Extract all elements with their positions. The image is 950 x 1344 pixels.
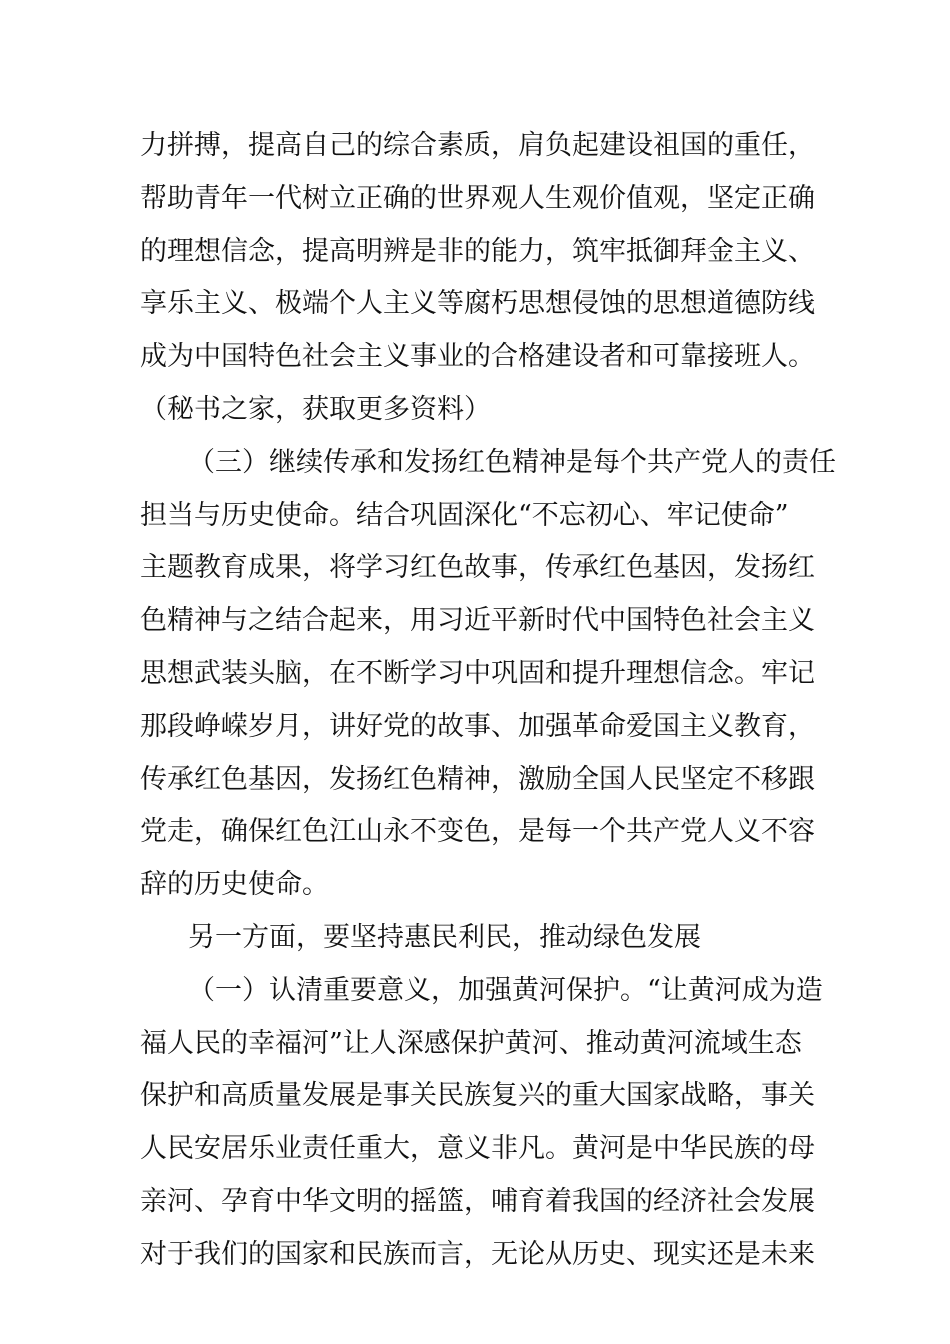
text-line: 力拼搏，提高自己的综合素质，肩负起建设祖国的重任， <box>140 130 815 161</box>
text-line: 那段峥嵘岁月，讲好党的故事、加强革命爱国主义教育， <box>140 710 815 742</box>
text-line: 保护和高质量发展是事关民族复兴的重大国家战略，事关 <box>140 1080 815 1112</box>
text-line: 对于我们的国家和民族而言，无论从历史、现实还是未来 <box>140 1238 815 1270</box>
body-text <box>140 120 836 1282</box>
text-line: 福人民的幸福河”让人深感保护黄河、推动黄河流域生态 <box>140 1027 802 1059</box>
text-line: 成为中国特色社会主义事业的合格建设者和可靠接班人。 <box>140 341 815 373</box>
text-line: 辞的历史使命。 <box>140 869 329 901</box>
section-heading-three: （三）继续传承和发扬红色精神是每个共产党人的责任 <box>188 446 836 478</box>
text-line: 主题教育成果，将学习红色故事，传承红色基因，发扬红 <box>140 552 815 584</box>
source-note: （秘书之家，获取更多资料） <box>140 393 491 425</box>
text-line: 享乐主义、极端个人主义等腐朽思想侵蚀的思想道德防线 <box>140 288 815 320</box>
section-heading-one: （一）认清重要意义，加强黄河保护。“让黄河成为造 <box>188 974 823 1006</box>
text-line: 亲河、孕育中华文明的摇篮，哺育着我国的经济社会发展 <box>140 1185 815 1217</box>
text-line: 帮助青年一代树立正确的世界观人生观价值观，坚定正确 <box>140 182 815 214</box>
text-line: 人民安居乐业责任重大，意义非凡。黄河是中华民族的母 <box>140 1133 815 1165</box>
text-line: 担当与历史使命。结合巩固深化“不忘初心、牢记使命” <box>140 499 789 531</box>
section-heading-other-aspect: 另一方面，要坚持惠民利民，推动绿色发展 <box>188 921 701 953</box>
text-line: 色精神与之结合起来，用习近平新时代中国特色社会主义 <box>140 605 815 637</box>
text-line: 传承红色基因，发扬红色精神，激励全国人民坚定不移跟 <box>140 763 815 795</box>
text-line: 党走，确保红色江山永不变色，是每一个共产党人义不容 <box>140 816 815 848</box>
text-line: 的理想信念，提高明辨是非的能力，筑牢抵御拜金主义、 <box>140 235 815 267</box>
text-line: 思想武装头脑，在不断学习中巩固和提升理想信念。牢记 <box>140 657 815 689</box>
